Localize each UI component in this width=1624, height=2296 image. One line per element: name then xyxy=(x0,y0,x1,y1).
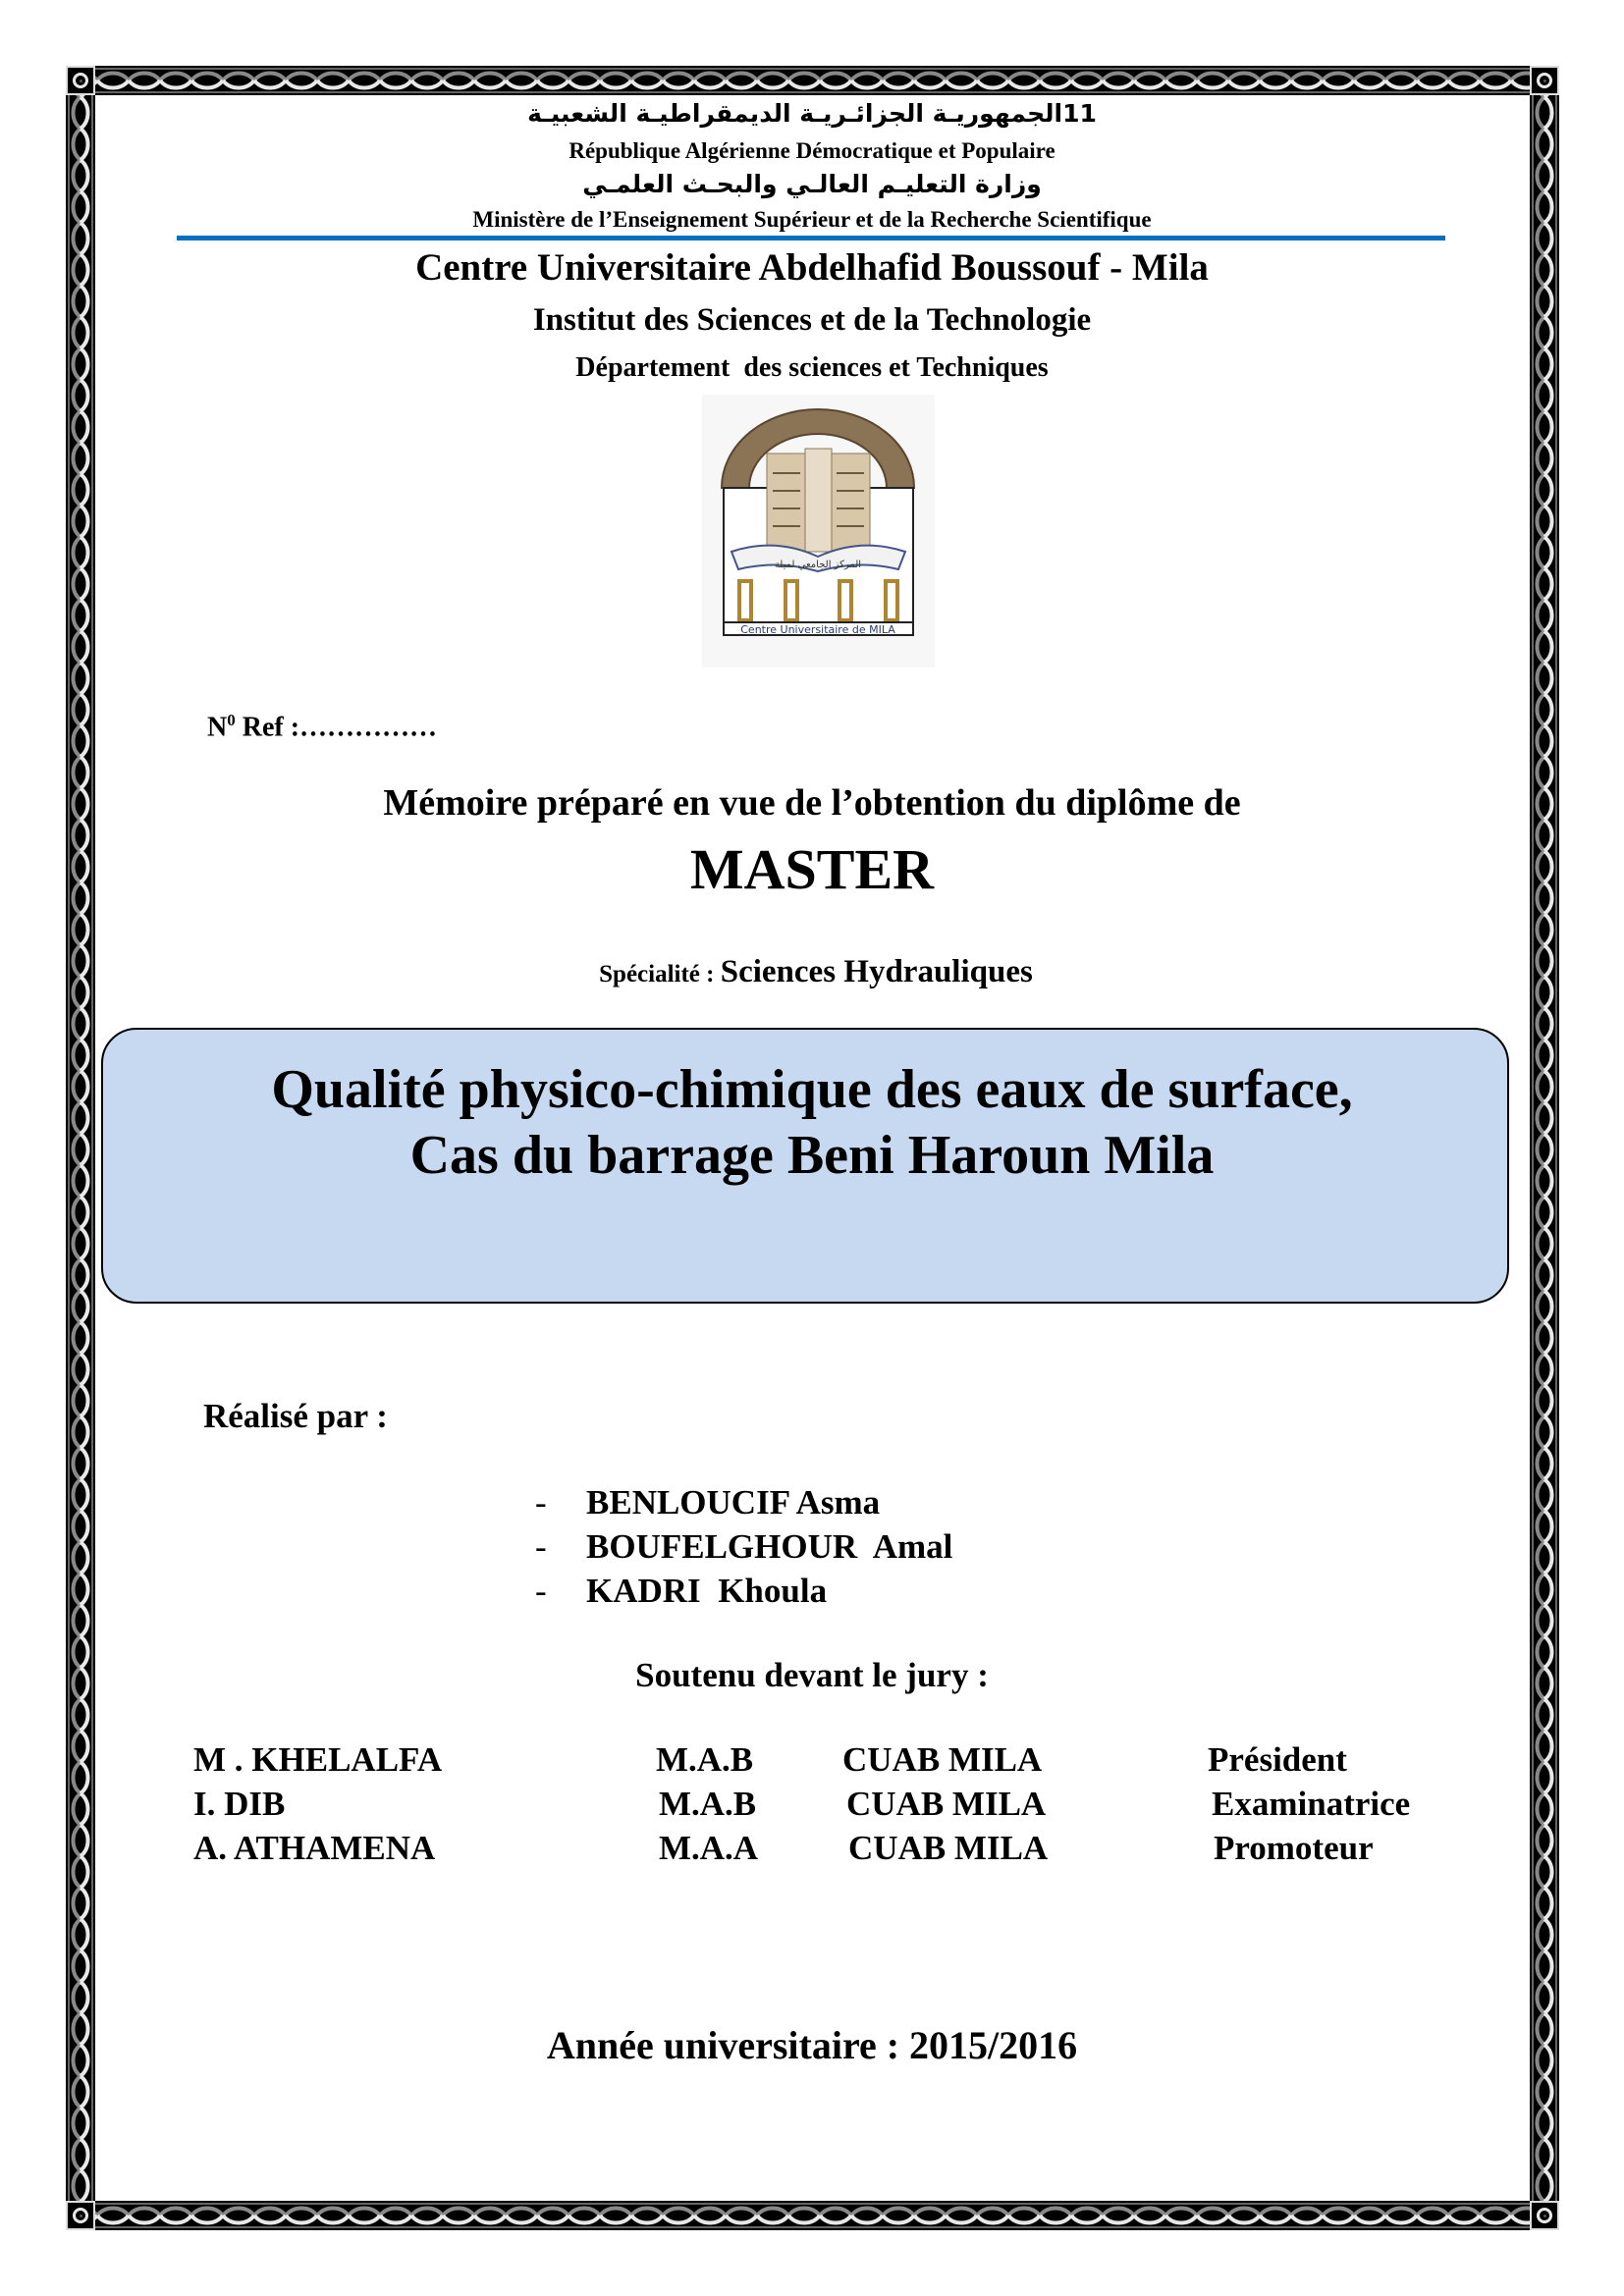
institute-name: Institut des Sciences et de la Technologie xyxy=(532,302,1092,338)
jury-member-name: M . KHELALFA xyxy=(193,1740,443,1779)
braid-pattern-top xyxy=(66,66,1559,95)
jury-member-grade: M.A.B xyxy=(656,1740,754,1779)
author-given-name: Asma xyxy=(795,1483,881,1522)
reference-number xyxy=(193,670,437,744)
building-tower xyxy=(805,449,832,552)
corner-ornament-bottom-right xyxy=(1530,2201,1559,2230)
jury-member-row xyxy=(0,1829,1624,1872)
degree-title: MASTER xyxy=(689,837,935,901)
author-item xyxy=(501,1529,827,1653)
thesis-title-line-2: Cas du barrage Beni Haroun Mila xyxy=(409,1125,1215,1186)
speciality-value: Sciences Hydrauliques xyxy=(720,954,1033,989)
corner-ornament-top-right xyxy=(1530,66,1559,95)
arabic-republic-heading: 11الجمهوريـة الجزائـريـة الديمقراطيـة الشعبيـة xyxy=(527,99,1097,128)
republic-heading: République Algérienne Démocratique et Populaire xyxy=(568,138,1056,163)
corner-ornament-top-left xyxy=(66,66,95,95)
author-bullet: - xyxy=(535,1527,547,1566)
jury-member-institution: CUAB MILA xyxy=(848,1829,1049,1867)
university-logo xyxy=(702,395,935,667)
university-logo-graphic xyxy=(702,395,935,667)
jury-member-grade: M.A.B xyxy=(659,1785,757,1823)
jury-member-row xyxy=(0,1740,1624,1784)
department-name: Département des sciences et Techniques xyxy=(575,352,1049,383)
speciality-label: Spécialité : xyxy=(599,961,721,988)
author-given-name: Amal xyxy=(872,1527,953,1566)
speciality xyxy=(0,913,1624,997)
author-bullet: - xyxy=(535,1483,547,1522)
author-given-name: Khoula xyxy=(718,1572,828,1610)
logo-arabic-caption: المركز الجامعي لميلة xyxy=(774,560,862,570)
reference-value: Ref :…………… xyxy=(235,712,438,743)
author-bullet: - xyxy=(535,1572,547,1610)
border-top-band xyxy=(66,66,1559,95)
author-surname: BOUFELGHOUR xyxy=(586,1527,858,1566)
jury-member-role: Promoteur xyxy=(1214,1829,1374,1867)
jury-member-role: Examinatrice xyxy=(1212,1785,1411,1823)
jury-member-institution: CUAB MILA xyxy=(846,1785,1047,1823)
ministry-heading: Ministère de l’Enseignement Supérieur et de la Recherche Scientifique xyxy=(472,207,1152,232)
academic-year: Année universitaire : 2015/2016 xyxy=(546,2023,1078,2067)
thesis-title-line-1: Qualité physico-chimique des eaux de surface, xyxy=(271,1059,1353,1120)
jury-member-role: Président xyxy=(1208,1740,1347,1779)
braid-pattern-bottom xyxy=(66,2201,1559,2230)
institution-name: Centre Universitaire Abdelhafid Boussouf - Mila xyxy=(415,246,1209,289)
jury-member-name: A. ATHAMENA xyxy=(193,1829,436,1867)
author-surname: BENLOUCIF xyxy=(586,1483,789,1522)
jury-member-grade: M.A.A xyxy=(659,1829,759,1867)
header-divider xyxy=(177,236,1445,240)
jury-member-row xyxy=(0,1785,1624,1828)
logo-caption: Centre Universitaire de MILA xyxy=(740,623,895,636)
reference-label: N xyxy=(207,712,228,743)
diploma-intro: Mémoire préparé en vue de l’obtention du diplôme de xyxy=(383,782,1241,824)
author-surname: KADRI xyxy=(586,1572,701,1610)
authors-label: Réalisé par : xyxy=(203,1397,388,1435)
corner-ornament-bottom-left xyxy=(66,2201,95,2230)
jury-member-institution: CUAB MILA xyxy=(842,1740,1043,1779)
jury-label: Soutenu devant le jury : xyxy=(635,1656,989,1694)
jury-member-name: I. DIB xyxy=(193,1785,286,1823)
reference-superscript: 0 xyxy=(227,711,236,729)
arabic-ministry-heading: وزارة التعليـم العالـي والبحـث العلمـي xyxy=(582,170,1042,198)
border-bottom-band xyxy=(66,2201,1559,2230)
